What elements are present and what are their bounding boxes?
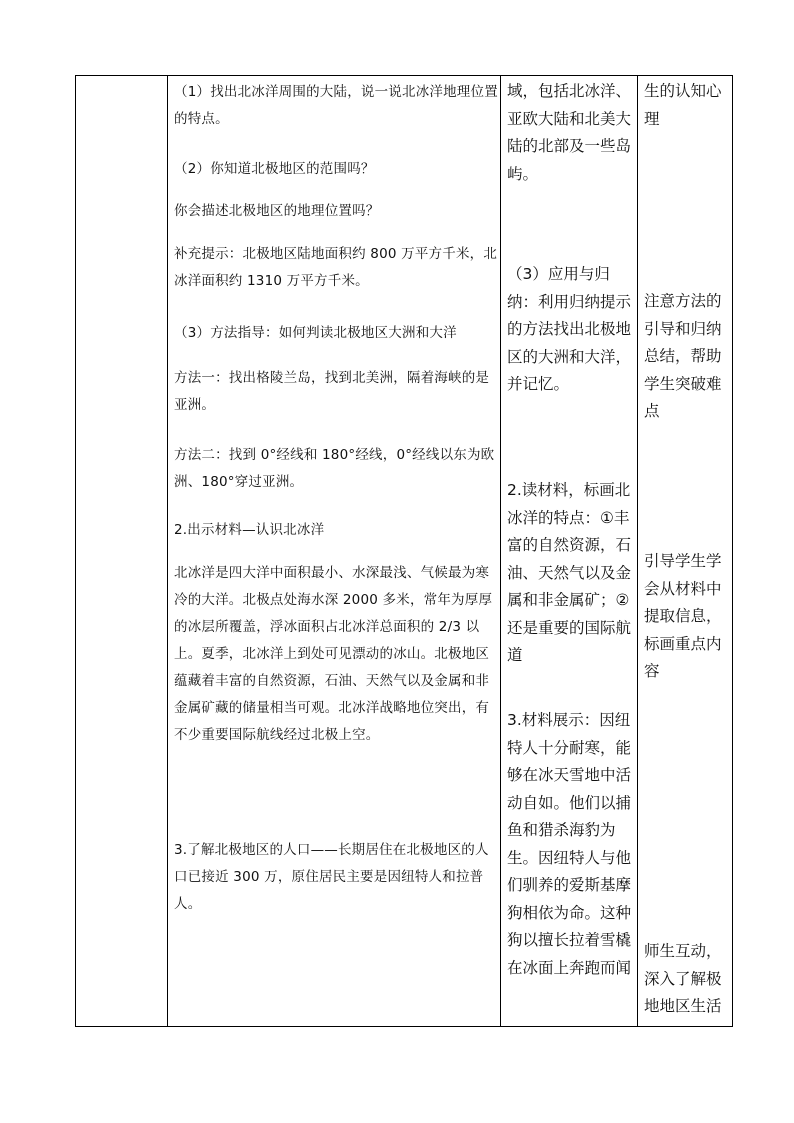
intent-interaction: 师生互动，深入了解极地地区生活: [644, 942, 722, 1015]
method-two: 方法二：找到 0°经线和 180°经线，0°经线以东为欧洲、180°穿过亚洲。: [174, 447, 495, 490]
method-one: 方法一：找出格陵兰岛，找到北美洲，隔着海峡的是亚洲。: [174, 370, 490, 413]
lesson-plan-table: [75, 75, 733, 1027]
question-2-followup: 你会描述北极地区的地理位置吗？: [174, 203, 380, 219]
question-2: （2）你知道北极地区的范围吗？: [174, 161, 375, 177]
question-1: （1）找出北冰洋周围的大陆，说一说北冰洋地理位置的特点。: [174, 84, 498, 127]
material-heading: 2.出示材料—认识北冰洋: [174, 522, 325, 538]
method-guidance: （3）方法指导：如何判读北极地区大洲和大洋: [174, 325, 457, 341]
population-section: 3.了解北极地区的人口——长期居住在北极地区的人口已接近 300 万，原住居民主要是因纽特人和拉普人。: [174, 842, 489, 912]
apply-and-summarize: （3）应用与归纳：利用归纳提示的方法找出北极地区的大洲和大洋，并记忆。: [507, 265, 632, 393]
design-intent-column: [638, 76, 734, 1026]
read-material-task: 2.读材料，标画北冰洋的特点：①丰富的自然资源，石油、天然气以及金属和非金属矿；②还是重要的国际航道: [507, 481, 632, 664]
intent-cognition: 生的认知心理: [644, 82, 722, 128]
intent-material: 引导学生学会从材料中提取信息，标画重点内容: [644, 552, 722, 680]
material-display: 3.材料展示：因纽特人十分耐寒，能够在冰天雪地中活动自如。他们以捕鱼和猎杀海豹为生。因纽特人与他们驯养的爱斯基摩狗相依为命。这种狗以擅长拉着雪橇在冰面上奔跑而闻: [507, 711, 632, 977]
student-activity-column: [501, 76, 637, 1026]
intent-method: 注意方法的引导和归纳总结，帮助学生突破难点: [644, 292, 722, 420]
arctic-ocean-material: 北冰洋是四大洋中面积最小、水深最浅、气候最为寒冷的大洋。北极点处海水深 2000 多米，常年为厚厚的冰层所覆盖，浮冰面积占北冰洋总面积的 2/3 以上。夏季，北冰洋上到处可见漂动的冰山。北极地区蕴藏着丰富的自然资源，石油、天然气以及金属和非金属矿藏的储量相当可观。北冰洋战略地位突出，有不少重要国际航线经过北极上空。: [174, 565, 493, 743]
empty-first-column: [76, 76, 167, 1026]
teaching-content-column: [168, 76, 500, 1026]
supplementary-hint: 补充提示：北极地区陆地面积约 800 万平方千米，北冰洋面积约 1310 万平方千米。: [174, 246, 498, 289]
region-answer: 域，包括北冰洋、亚欧大陆和北美大陆的北部及一些岛屿。: [507, 82, 632, 183]
